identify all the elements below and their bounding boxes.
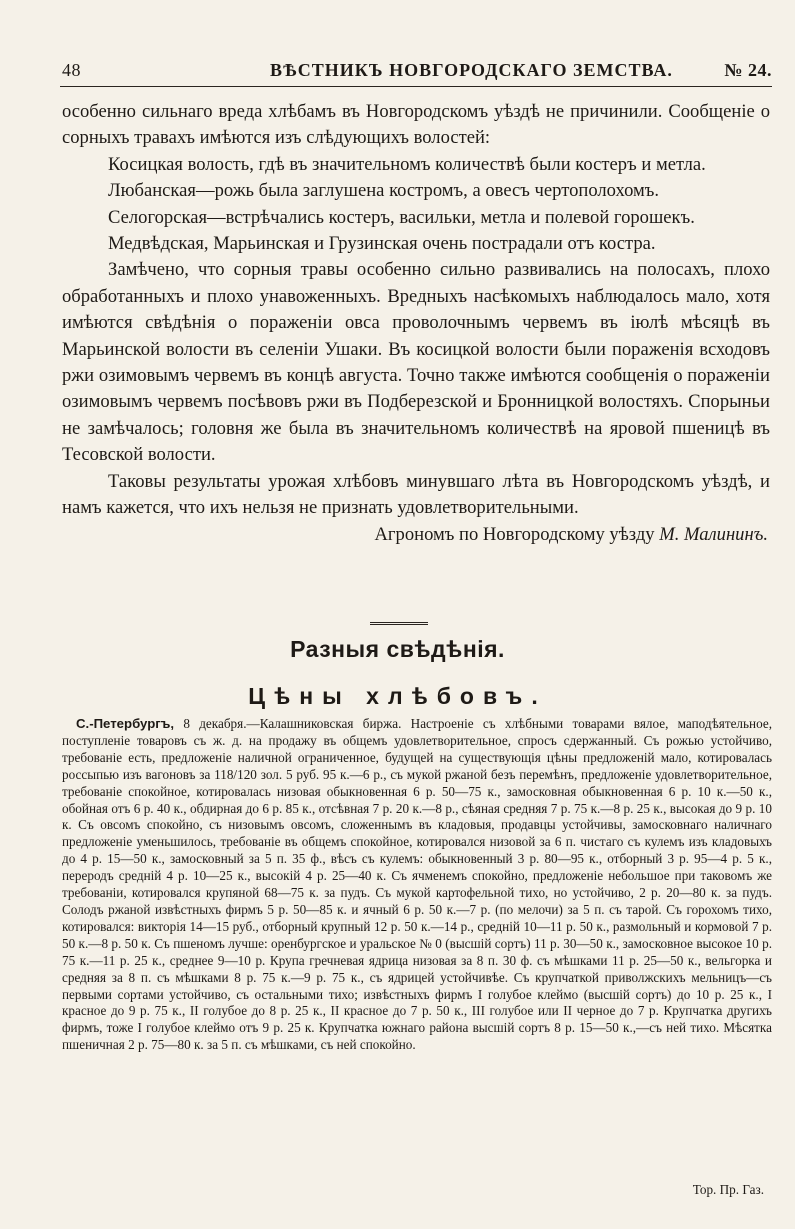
signature-name: М. Малининъ. bbox=[659, 523, 768, 545]
report-lead: С.-Петербургъ, bbox=[76, 716, 175, 731]
paragraph-5: Медвѣдская, Марьинская и Грузинская очень пострадали отъ костра. bbox=[108, 233, 656, 255]
page-number: 48 bbox=[62, 60, 81, 80]
report-text: 8 декабря.—Калашниковская биржа. Настроеніе съ хлѣбными товарами вялое, маподѣятельное, поступленіе товаровъ съ ж. д. на продажу въ общемъ удовлетворительное, спросъ сдержанный. Съ рожью устойчиво, требованіе есть, предложеніе наличной ограниченное, будущей на существующія цѣны предложеній мало, котировалась россыпью изъ вагоновъ за 118/120 зол. 5 руб. 95 к.—6 р., съ мукой ржаной безъ перемѣнъ, предложеніе удовлетворительное, требованіе спокойное, котировалась низовая обыкновенная 6 р. 50—75 к., замосковная обыкновенная 6 р. 10 к.—50 к., обойная отъ 6 р. 40 к., обдирная до 6 р. 85 к., отсѣвная 7 р. 20 к.—8 р., сѣяная средняя 7 р. 75 к.—8 р. 25 к., высокая до 9 р. 10 к. Съ овсомъ спокойно, съ низовымъ овсомъ, сложеннымъ въ кладовыя, продавцы устойчивы, замосковнаго наличнаго предложеніе уменьшилось, требованіе въ общемъ спокойное, котировался низовой за 6 п. чистаго съ кулемъ изъ кладовыхъ до 4 р. 15—50 к., замосковный за 5 п. 35 ф., вѣсъ съ кулемъ: обыкновенный 3 р. 80—95 к., отборный 3 р. 95—4 р. 5 к., переродъ средній 4 р. 10—25 к., высокій 4 р. 25—40 к. Съ ячменемъ спокойно, предложеніе небольшое при таковомъ же требованіи, котировался крупяной 68—75 к. за пудъ. Съ мукой картофельной тихо, но устойчиво, 2 р. 20—80 к. за пудъ. Солодъ ржаной извѣстныхъ фирмъ 5 р. 50—85 к. и ячный 6 р. 50 к.—7 р. (по мелочи) за 5 п. съ тарой. Съ горохомъ тихо, котировался: викторія 14—15 руб., отборный крупный 12 р. 50 к.—14 р., средній 10—11 р. 50 к., размольный и кормовой 7 р. 50 к.—8 р. 50 к. Съ пшеномъ лучше: оренбургское и уральское № 0 (высшій сортъ) 11 р. 30—50 к., замосковное высокое 10 р. 75 к.—11 р. 25 к., среднее 9—10 р. Крупа гречневая ядрица низовая за 8 п. 30 ф. съ мѣшками 11 р. 25—50 к., вельгорка и средняя за 8 п. съ мѣшками 8 р. 75 к.—9 р. 75 к., съ ядрицей устойчивѣе. Съ крупчаткой приволжскихъ мельницъ—съ первыми сортами устойчиво, съ остальными тихо; извѣстныхъ фирмъ I голубое клеймо (высшій сортъ) до 10 р. 25 к., I красное до 9 р. 75 к., II голубое до 8 р. 25 к., II красное до 7 р. 50 к., III голубое или II черное до 7 р. Крупчатка другихъ фирмъ, тоже I голубое клеймо отъ 9 р. 25 к. Крупчатка южнаго района высшій сортъ 8 р. 15—50 к.,—съ ней тихо. Мѣсятка пшеничная 2 р. 75—80 к. за 5 п. съ мѣшками, съ ней спокойно. bbox=[62, 716, 772, 1053]
article-body bbox=[62, 99, 770, 548]
issue-number: № 24. bbox=[724, 60, 772, 80]
journal-title: ВѢСТНИКЪ НОВГОРОДСКАГО ЗЕМСТВА. bbox=[270, 60, 673, 80]
paragraph-3: Любанская—рожь была заглушена костромъ, а овесъ чертополохомъ. bbox=[108, 180, 660, 202]
signature-prefix: Агрономъ по Новгородскому уѣзду bbox=[374, 523, 655, 545]
header-rule bbox=[60, 86, 772, 87]
paragraph-1: особенно сильнаго вреда хлѣбамъ въ Новгородскомъ уѣздѣ не причинили. Сообщеніе о сорныхъ травахъ имѣются изъ слѣдующихъ волостей: bbox=[62, 101, 770, 149]
paragraph-4: Селогорская—встрѣчались костеръ, васильки, метла и полевой горошекъ. bbox=[108, 206, 695, 228]
section-subtitle: Цѣны хлѣбовъ. bbox=[248, 683, 547, 709]
author-signature bbox=[62, 522, 770, 548]
section-divider bbox=[370, 622, 428, 625]
paragraph-7: Таковы результаты урожая хлѣбовъ минувшаго лѣта въ Новгородскомъ уѣздѣ, и намъ кажется, что ихъ нельзя не признать удовлетворительными. bbox=[62, 470, 770, 519]
running-header bbox=[62, 56, 772, 86]
market-report-paragraph bbox=[62, 716, 772, 1054]
report-source: Тор. Пр. Газ. bbox=[692, 1182, 764, 1197]
market-report bbox=[62, 716, 772, 1054]
paragraph-2: Косицкая волость, гдѣ въ значительномъ количествѣ были костеръ и метла. bbox=[108, 153, 706, 175]
paragraph-6: Замѣчено, что сорныя травы особенно сильно развивались на полосахъ, плохо обработанныхъ и плохо унавоженныхъ. Вредныхъ насѣкомыхъ наблюдалось мало, хотя имѣются свѣдѣнія о пораженіи овса проволочнымъ червемъ въ іюлѣ мѣсяцѣ въ Марьинской волости въ селеніи Ушаки. Въ косицкой волости были пораженія всходовъ ржи озимовымъ червемъ въ концѣ августа. Точно также имѣются сообщенія о пораженіи озимовымъ червемъ посѣвовъ ржи въ Подберезской и Бронницкой волостяхъ. Спорыньи не замѣчалось; головня же была въ значительномъ количествѣ на яровой пшеницѣ въ Тесовской волости. bbox=[62, 259, 770, 466]
section-title: Разныя свѣдѣнія. bbox=[290, 636, 505, 662]
